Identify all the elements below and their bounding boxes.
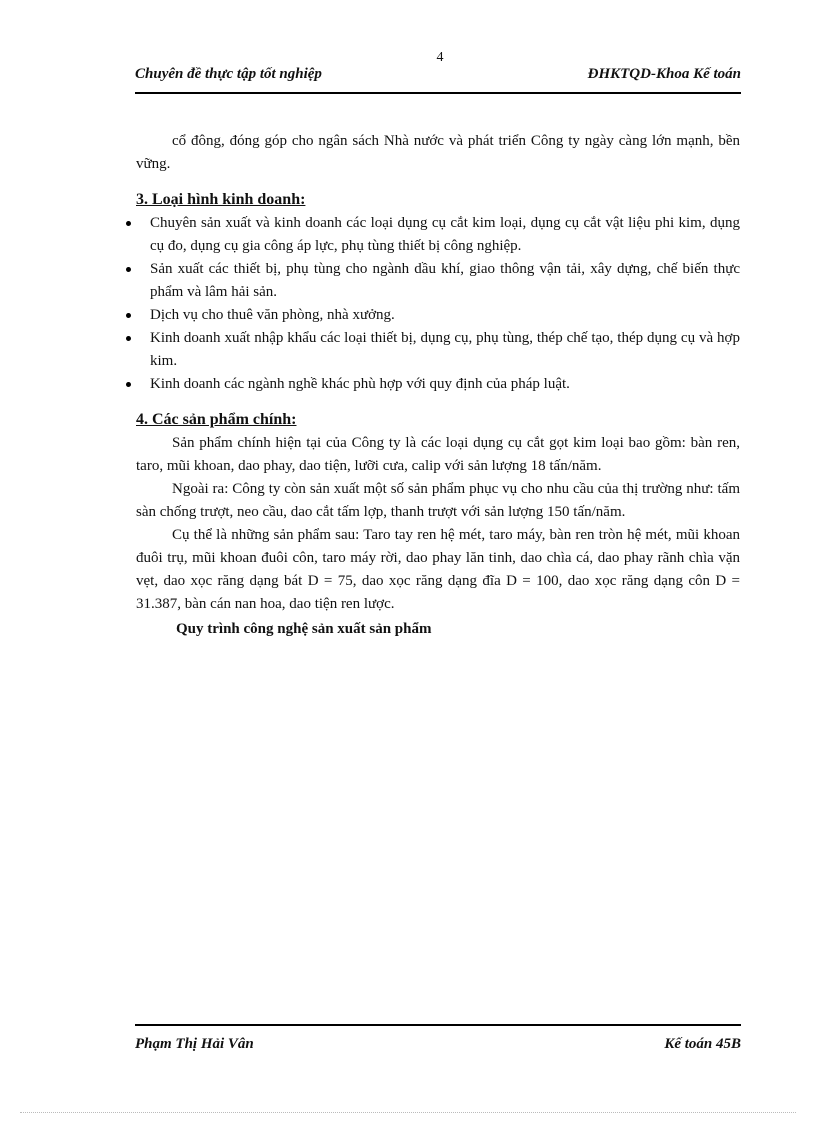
list-item: Chuyên sản xuất và kinh doanh các loại dụng cụ cắt kim loại, dụng cụ cắt vật liệu phi kim, dụng cụ đo, dụng cụ gia công áp lực, phụ tùng thiết bị công nghiệp. xyxy=(136,212,740,258)
list-item: Kinh doanh các ngành nghề khác phù hợp với quy định của pháp luật. xyxy=(136,373,740,396)
business-type-list xyxy=(136,212,740,396)
list-item: Dịch vụ cho thuê văn phòng, nhà xưởng. xyxy=(136,304,740,327)
page-header xyxy=(135,66,741,94)
bullet-icon xyxy=(126,221,131,226)
footer-class: Kế toán 45B xyxy=(664,1036,741,1052)
footer-author: Phạm Thị Hải Vân xyxy=(135,1036,254,1052)
page-number: 4 xyxy=(436,50,444,65)
page-footer xyxy=(135,1024,741,1052)
process-subheading: Quy trình công nghệ sản xuất sản phẩm xyxy=(176,621,432,637)
bullet-icon xyxy=(126,313,131,318)
header-institution: ĐHKTQD-Khoa Kế toán xyxy=(587,66,741,82)
product-list-paragraph: Cụ thể là những sản phẩm sau: Taro tay ren hệ mét, taro máy, bàn ren tròn hệ mét, mũi khoan đuôi trụ, mũi khoan đuôi côn, taro máy rời, dao phay lăn tinh, dao chìa cá, dao phay rãnh chìa vặn vẹt, dao xọc răng dạng bát D = 75, dao xọc răng dạng đĩa D = 100, dao xọc răng dạng côn D = 31.387, bàn cán nan hoa, dao tiện ren lược. xyxy=(136,527,740,612)
section-3-heading: 3. Loại hình kinh doanh: xyxy=(136,191,306,208)
bullet-icon xyxy=(126,382,131,387)
list-item: Kinh doanh xuất nhập khẩu các loại thiết bị, dụng cụ, phụ tùng, thép chế tạo, thép dụng cụ và hợp kim. xyxy=(136,327,740,373)
list-item: Sản xuất các thiết bị, phụ tùng cho ngành dầu khí, giao thông vận tải, xây dựng, chế biến thực phẩm và lâm hải sản. xyxy=(136,258,740,304)
other-products-paragraph: Ngoài ra: Công ty còn sản xuất một số sản phẩm phục vụ cho nhu cầu của thị trường như: tấm sàn chống trượt, neo cầu, dao cắt tấm lợp, thanh trượt với sản lượng 150 tấn/năm. xyxy=(136,481,740,520)
section-4-heading: 4. Các sản phẩm chính: xyxy=(136,411,297,428)
bullet-icon xyxy=(126,336,131,341)
header-title: Chuyên đề thực tập tốt nghiệp xyxy=(135,66,322,82)
intro-paragraph: cổ đông, đóng góp cho ngân sách Nhà nước và phát triển Công ty ngày càng lớn mạnh, bền vững. xyxy=(136,133,740,172)
products-paragraph: Sản phẩm chính hiện tại của Công ty là các loại dụng cụ cắt gọt kim loại bao gồm: bàn ren, taro, mũi khoan, dao phay, dao tiện, lưỡi cưa, calip với sản lượng 18 tấn/năm. xyxy=(136,435,740,474)
bullet-icon xyxy=(126,267,131,272)
page-edge-divider xyxy=(20,1112,796,1113)
document-body xyxy=(136,130,740,641)
